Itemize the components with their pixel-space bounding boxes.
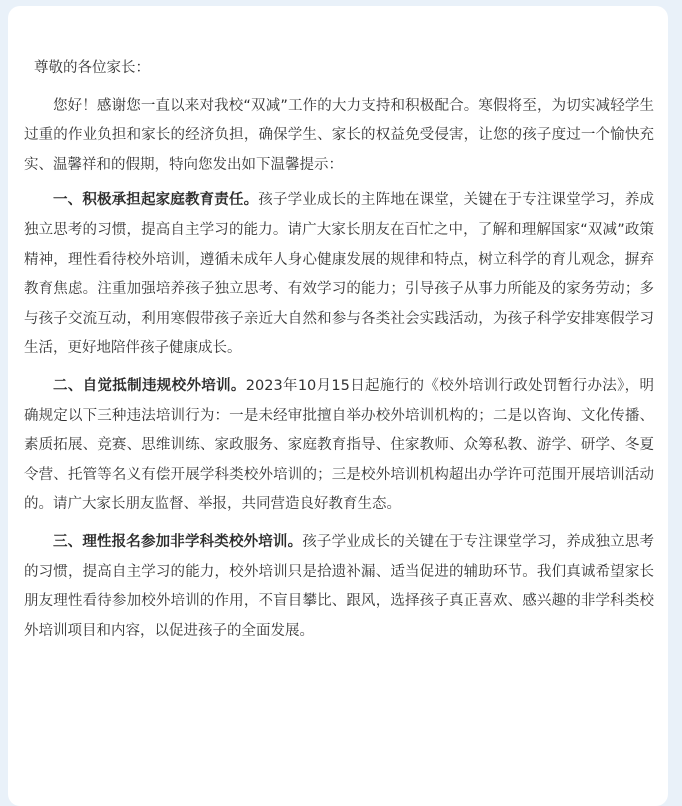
section-2-heading: 二、自觉抵制违规校外培训。 [53, 377, 246, 394]
section-3-paragraph [24, 528, 654, 646]
notice-card [8, 6, 668, 806]
section-2-paragraph [24, 372, 654, 520]
section-1-paragraph [24, 186, 654, 364]
intro-paragraph: 您好！感谢您一直以来对我校“双减”工作的大力支持和积极配合。寒假将至，为切实减轻学生过重的作业负担和家长的经济负担，确保学生、家长的权益免受侵害，让您的孩子度过一个愉快充实、温馨祥和的假期，特向您发出如下温馨提示： [24, 97, 654, 173]
section-1-heading: 一、积极承担起家庭教育责任。 [53, 192, 259, 209]
section-1-body: 孩子学业成长的主阵地在课堂，关键在于专注课堂学习，养成独立思考的习惯，提高自主学习的能力。请广大家长朋友在百忙之中，了解和理解国家“双减”政策精神，理性看待校外培训，遵循未成年人身心健康发展的规律和特点，树立科学的育儿观念，摒弃教育焦虑。注重加强培养孩子独立思考、有效学习的能力；引导孩子从事力所能及的家务劳动；多与孩子交流互动，利用寒假带孩子亲近大自然和参与各类社会实践活动，为孩子科学安排寒假学习生活，更好地陪伴孩子健康成长。 [24, 192, 655, 357]
section-3-body: 孩子学业成长的关键在于专注课堂学习，养成独立思考的习惯，提高自主学习的能力，校外培训只是拾遗补漏、适当促进的辅助环节。我们真诚希望家长朋友理性看待参加校外培训的作用，不盲目攀比、跟风，选择孩子真正喜欢、感兴趣的非学科类校外培训项目和内容，以促进孩子的全面发展。 [24, 533, 655, 639]
section-3-heading: 三、理性报名参加非学科类校外培训。 [53, 533, 303, 550]
section-2-body: 2023年10月15日起施行的《校外培训行政处罚暂行办法》，明确规定以下三种违法培训行为：一是未经审批擅自举办校外培训机构的；二是以咨询、文化传播、素质拓展、竞赛、思维训练、家政服务、家庭教育指导、住家教师、众筹私教、游学、研学、冬夏令营、托管等名义有偿开展学科类校外培训的；三是校外培训机构超出办学许可范围开展培训活动的。请广大家长朋友监督、举报，共同营造良好教育生态。 [24, 377, 654, 513]
greeting: 尊敬的各位家长： [34, 60, 150, 76]
letter-body [24, 54, 654, 646]
